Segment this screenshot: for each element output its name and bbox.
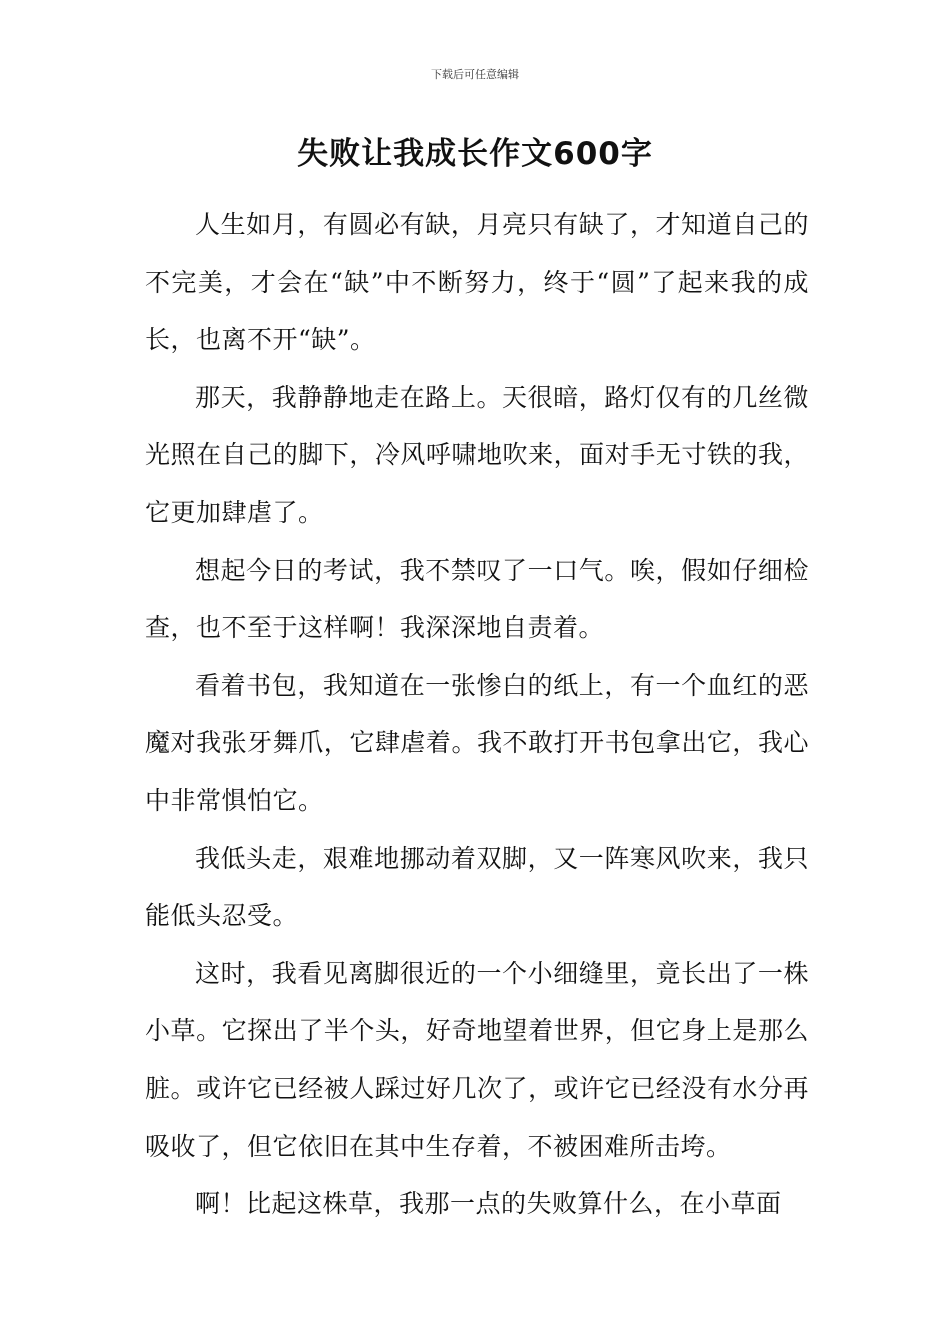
- essay-body: [145, 196, 809, 1233]
- paragraph-6: 这时，我看见离脚很近的一个小细缝里，竟长出了一株小草。它探出了半个头，好奇地望着世界，但它身上是那么脏。或许它已经被人踩过好几次了，或许它已经没有水分再吸收了，但它依旧在其中生存着，不被困难所击垮。: [145, 958, 809, 1161]
- paragraph-2: 那天，我静静地走在路上。天很暗，路灯仅有的几丝微光照在自己的脚下，冷风呼啸地吹来，面对手无寸铁的我，它更加肆虐了。: [145, 382, 809, 527]
- paragraph-5: 我低头走，艰难地挪动着双脚，又一阵寒风吹来，我只能低头忍受。: [145, 843, 809, 931]
- paragraph-4: 看着书包，我知道在一张惨白的纸上，有一个血红的恶魔对我张牙舞爪，它肆虐着。我不敢打开书包拿出它，我心中非常惧怕它。: [145, 670, 809, 815]
- paragraph-1: 人生如月，有圆必有缺，月亮只有缺了，才知道自己的不完美，才会在“缺”中不断努力，终于“圆”了起来我的成长，也离不开“缺”。: [145, 210, 809, 355]
- header-note: 下载后可任意编辑: [431, 68, 519, 81]
- paragraph-3: 想起今日的考试，我不禁叹了一口气。唉，假如仔细检查，也不至于这样啊！我深深地自责着。: [145, 555, 809, 643]
- page-title: 失败让我成长作文600字: [297, 136, 653, 172]
- paragraph-7: 啊！比起这株草，我那一点的失败算什么，在小草面: [195, 1189, 782, 1219]
